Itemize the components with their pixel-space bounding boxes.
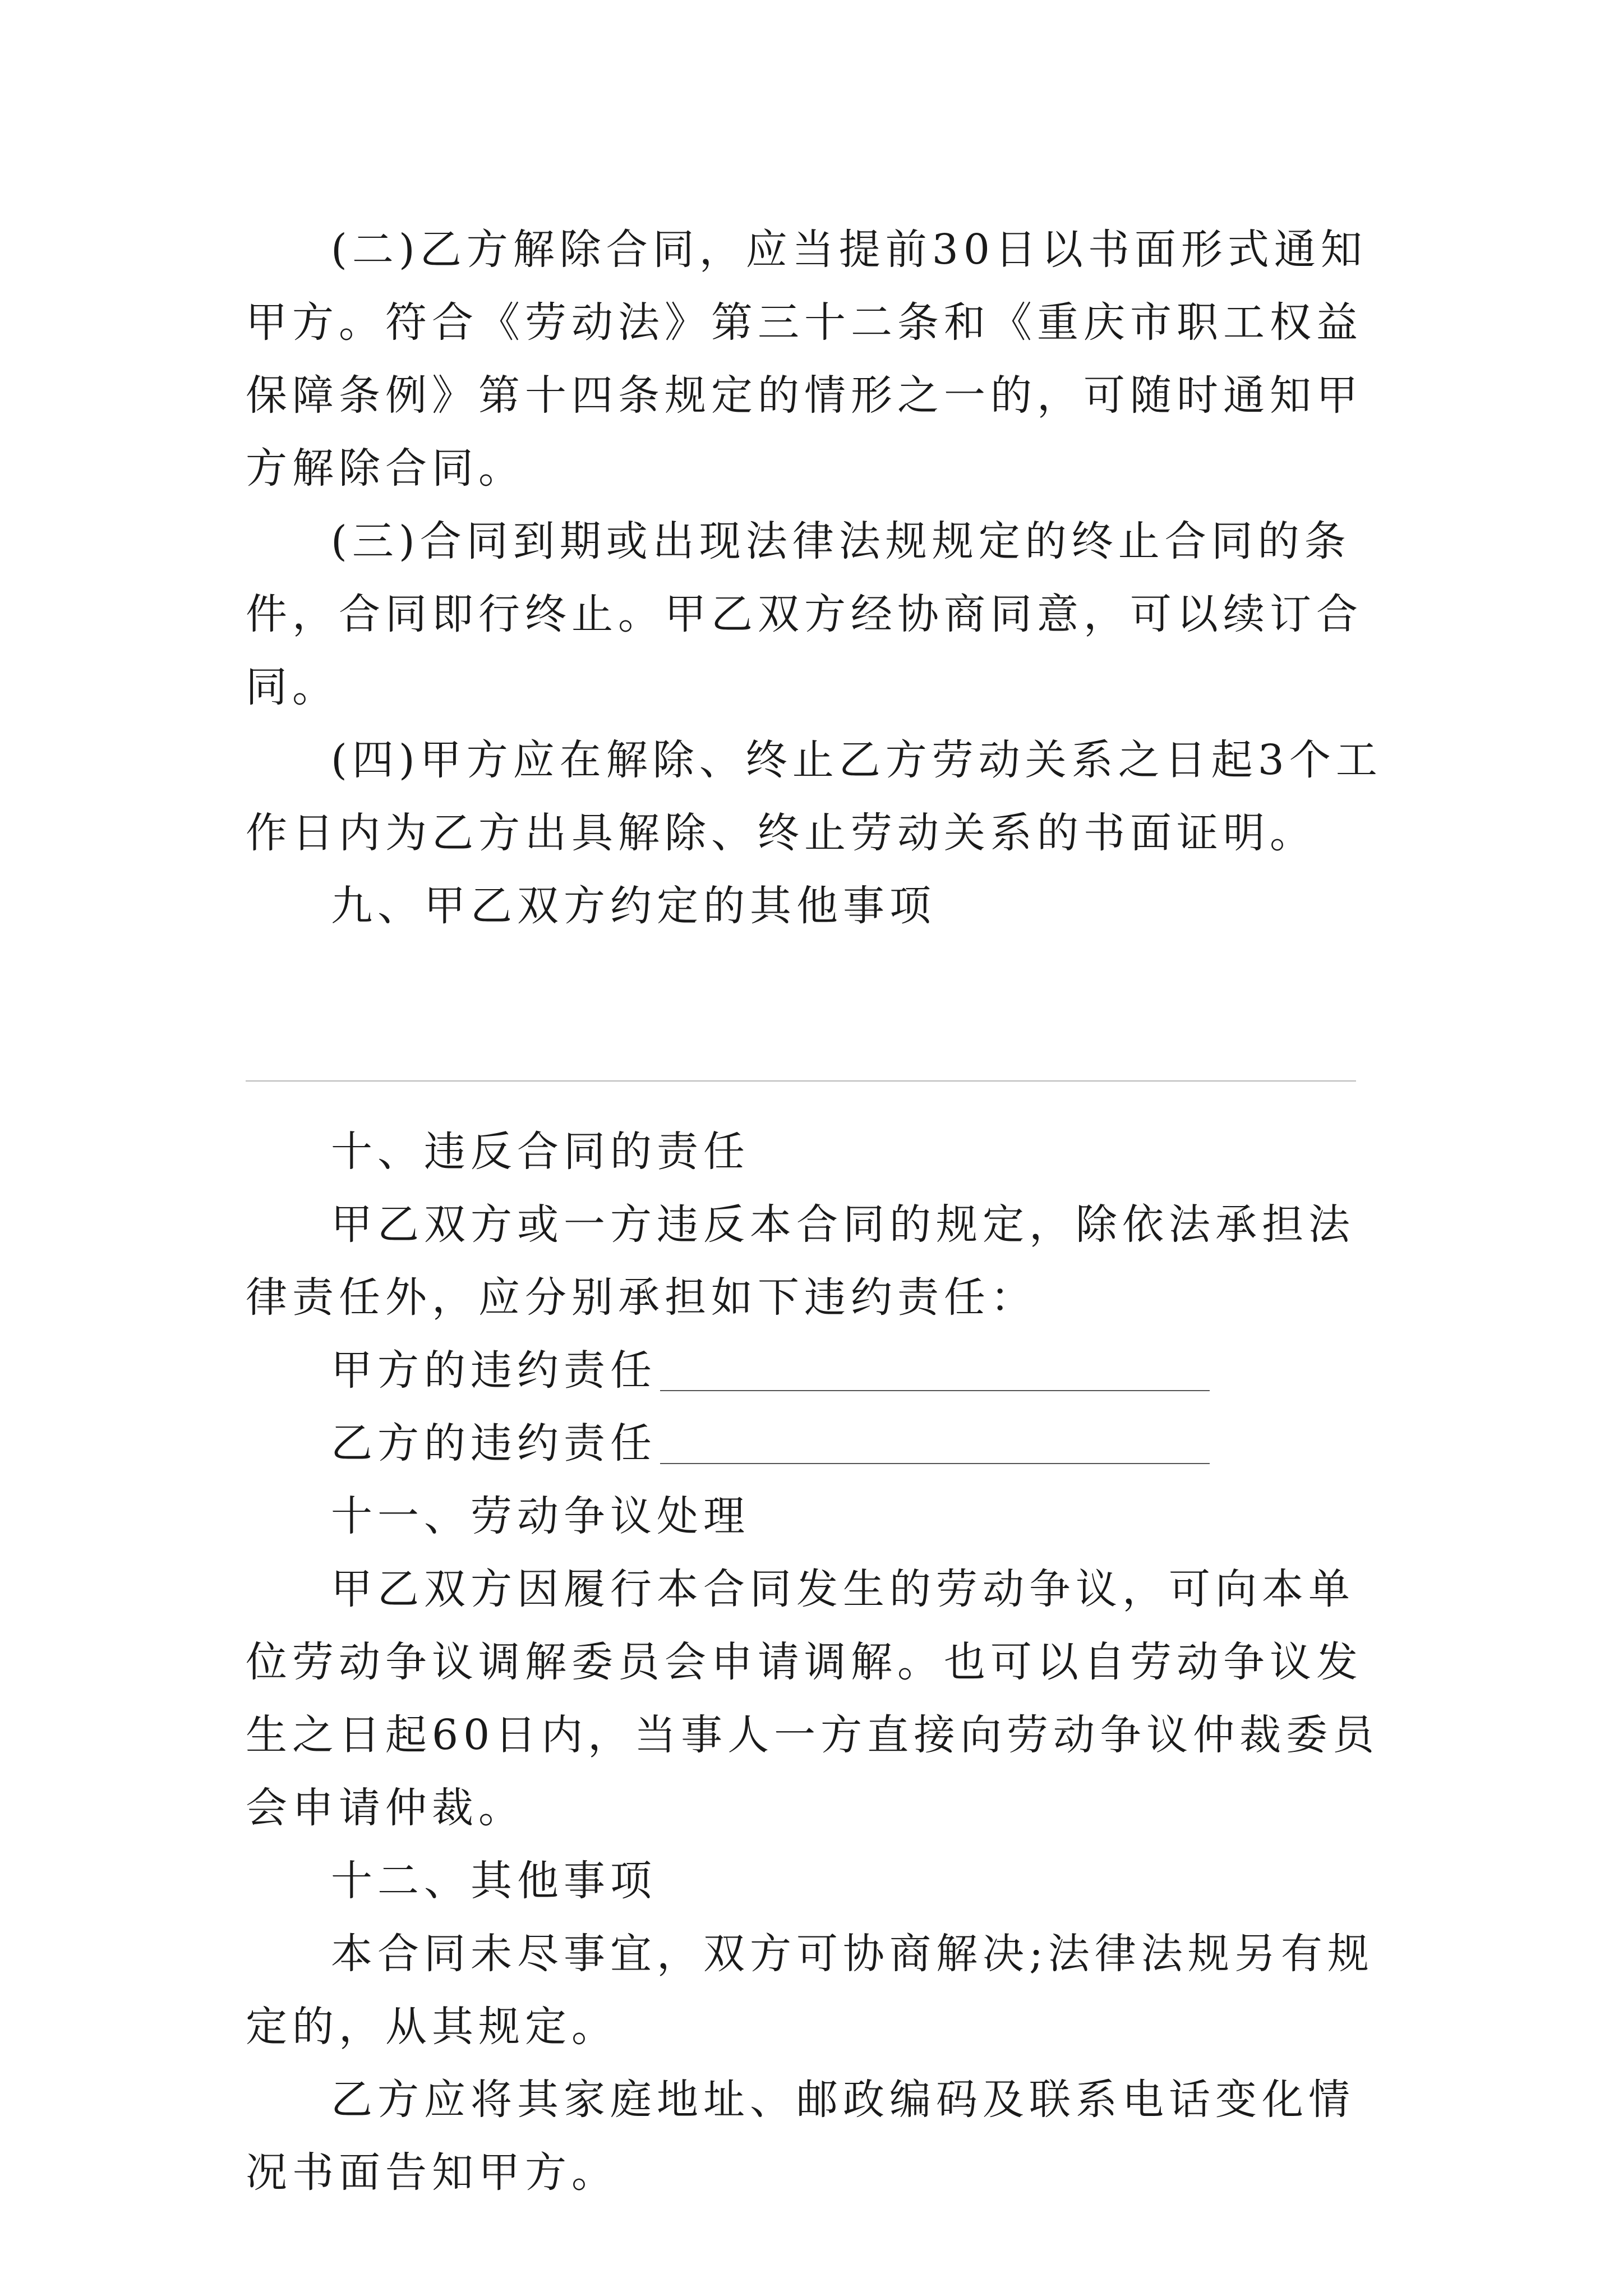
party-a-liability-line xyxy=(246,1334,1390,1407)
other-matters-paragraph: 本合同未尽事宜，双方可协商解决;法律法规另有规定的，从其规定。 xyxy=(246,1930,1374,2051)
address-change-paragraph: 乙方应将其家庭地址、邮政编码及联系电话变化情况书面告知甲方。 xyxy=(246,2076,1355,2197)
breach-liability-paragraph: 甲乙双方或一方违反本合同的规定，除依法承担法律责任外，应分别承担如下违约责任： xyxy=(246,1200,1355,1322)
section-11-heading: 十一、劳动争议处理 xyxy=(331,1492,750,1540)
section-12-heading: 十二、其他事项 xyxy=(331,1857,657,1905)
party-a-liability-blank xyxy=(660,1349,1210,1391)
section-10-heading: 十、违反合同的责任 xyxy=(331,1128,750,1176)
party-b-liability-line xyxy=(246,1407,1390,1480)
party-b-liability-blank xyxy=(660,1421,1210,1464)
section-9-heading: 九、甲乙双方约定的其他事项 xyxy=(331,882,936,930)
clause-3-paragraph: (三)合同到期或出现法律法规规定的终止合同的条件，合同即行终止。甲乙双方经协商同意，可以续订合同。 xyxy=(246,517,1363,711)
document-body xyxy=(246,213,1390,2209)
party-b-liability-label: 乙方的违约责任 xyxy=(331,1419,657,1467)
blank-fill-area xyxy=(246,942,1390,1080)
party-a-liability-label: 甲方的违约责任 xyxy=(331,1346,657,1395)
clause-2-paragraph: (二)乙方解除合同，应当提前30日以书面形式通知甲方。符合《劳动法》第三十二条和《重庆市职工权益保障条例》第十四条规定的情形之一的，可随时通知甲方解除合同。 xyxy=(246,226,1367,493)
dispute-paragraph: 甲乙双方因履行本合同发生的劳动争议，可向本单位劳动争议调解委员会申请调解。也可以自劳动争议发生之日起60日内，当事人一方直接向劳动争议仲裁委员会申请仲裁。 xyxy=(246,1565,1380,1832)
clause-4-paragraph: (四)甲方应在解除、终止乙方劳动关系之日起3个工作日内为乙方出具解除、终止劳动关系的书面证明。 xyxy=(246,736,1382,857)
fill-in-line xyxy=(246,1080,1356,1082)
